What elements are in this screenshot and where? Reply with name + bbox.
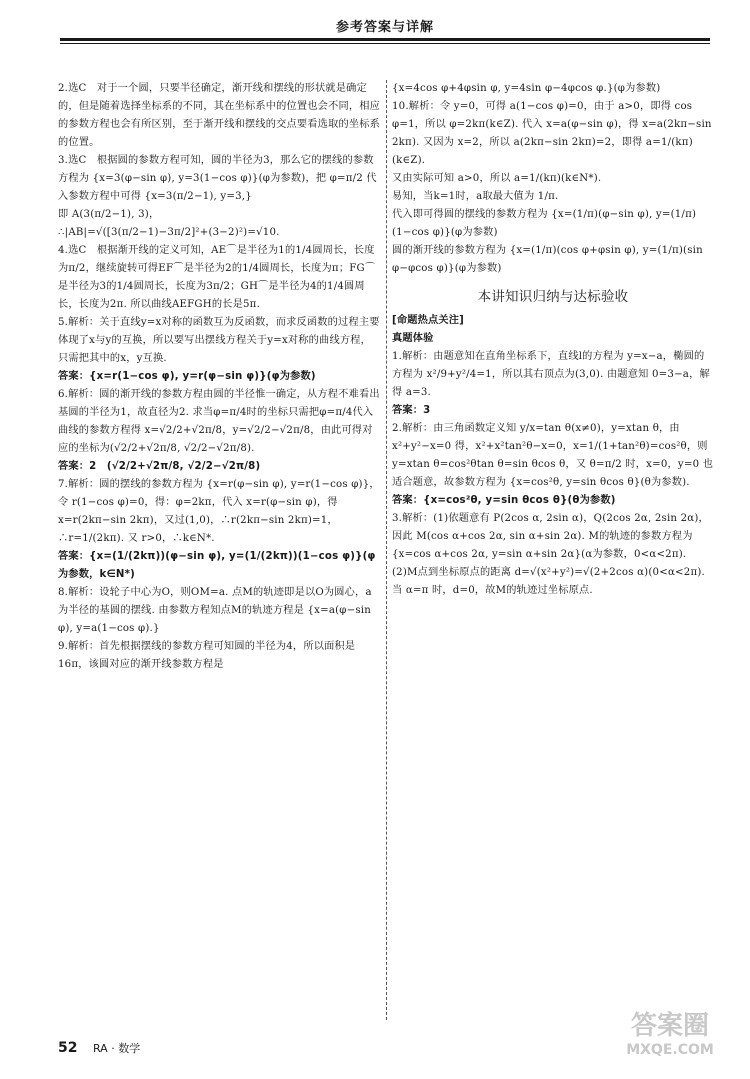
solution-10-max: 易知，当k=1时，a取最大值为 1/π. — [392, 191, 559, 202]
exam-answer-1: 答案：3 — [392, 405, 431, 416]
exam-solution-1: 1.解析：由题意知在直角坐标系下，直线l的方程为 y=x−a，椭圆的方程为 x²/9+y²/4=1，所以其右顶点为(3,0). 由题意知 0=3−a，解得 a=3. — [392, 351, 710, 398]
solution-2: 2.选C 对于一个圆，只要半径确定，渐开线和摆线的形状就是确定的，但是随着选择坐标系的不同，其在坐标系中的位置也会不同，相应的参数方程也会有所区别，至于渐开线和摆线的交点要看选取的坐标系的位置。 — [58, 83, 381, 148]
page-number: 52 — [58, 1040, 78, 1056]
solution-3: 3.选C 根据圆的参数方程可知，圆的半径为3，那么它的摆线的参数方程为 {x=3(φ−sin φ), y=3(1−cos φ)}(φ为参数)，把 φ=π/2 代入参数方程中可得 {x=3(π/2−1), y=3,} — [58, 155, 377, 202]
header-rule-thin — [60, 43, 710, 44]
page-header — [60, 12, 710, 52]
footer-label: RA · 数学 — [92, 1042, 141, 1055]
solution-3-distance: ∴|AB|=√([3(π/2−1)−3π/2]²+(3−2)²)=√10. — [58, 227, 280, 238]
solution-10-cycloid: 代入即可得圆的摆线的参数方程为 {x=(1/π)(φ−sin φ), y=(1/π)(1−cos φ)}(φ为参数) — [392, 209, 697, 238]
watermark-line-1: 答案圈 — [630, 1011, 709, 1041]
answer-6: 答案：2 (√2/2+√2π/8, √2/2−√2π/8) — [58, 461, 261, 472]
header-rule-thick — [60, 38, 710, 41]
solution-6: 6.解析：圆的渐开线的参数方程由圆的半径惟一确定，从方程不难看出基圆的半径为1，故直径为2. 求当φ=π/4时的坐标只需把φ=π/4代入曲线的参数方程得 x=√2/2+√2π/8，y=√2/2−√2π/8，由此可得对应的坐标为(√2/2+√2π/8, √2/2−√2π/8). — [58, 389, 380, 454]
exam-solution-3-part2: (2)M点到坐标原点的距离 d=√(x²+y²)=√(2+2cos α)(0<α<2π). 当 α=π 时，d=0，故M的轨迹过坐标原点. — [392, 567, 709, 596]
watermark-line-2: MXQE.COM — [626, 1042, 714, 1058]
real-exam-label: 真题体验 — [392, 333, 434, 344]
exam-solution-2: 2.解析：由三角函数定义知 y/x=tan θ(x≠0)，y=xtan θ，由 x²+y²−x=0 得，x²+x²tan²θ−x=0，x=1/(1+tan²θ)=cos²θ，则 y=xtan θ=cos²θtan θ=sin θcos θ，又 θ=π/2 时，x=0，y=0 也适合题意，故参数方程为 {x=cos²θ, y=sin θcos θ}(θ为参数). — [392, 423, 714, 488]
solution-10-a: 又由实际可知 a>0，所以 a=1/(kπ)(k∈N*). — [392, 173, 602, 184]
page-footer — [58, 1040, 140, 1056]
exam-answer-2: 答案：{x=cos²θ, y=sin θcos θ}(θ为参数) — [392, 495, 616, 506]
solution-9-equation: {x=4cos φ+4φsin φ, y=4sin φ−4φcos φ.}(φ为参数) — [392, 83, 661, 94]
right-column — [392, 80, 714, 600]
header-title: 参考答案与详解 — [335, 20, 434, 35]
column-divider — [386, 80, 387, 1020]
solution-3-point: 即 A(3(π/2−1), 3)， — [58, 209, 160, 220]
solution-4: 4.选C 根据渐开线的定义可知，AE⌒是半径为1的1/4圆周长，长度为π/2，继续旋转可得EF⌒是半径为2的1/4圆周长，长度为π；FG⌒是半径为3的1/4圆周长，长度为3π/2；GH⌒是半径为4的1/4圆周长，长度为2π. 所以曲线AEFGH的长是5π. — [58, 245, 376, 310]
hot-topics-label: [命题热点关注] — [392, 315, 465, 326]
solution-8: 8.解析：设轮子中心为O，则OM=a. 点M的轨迹即是以O为圆心，a为半径的基圆的摆线. 由参数方程知点M的轨迹方程是 {x=a(φ−sin φ), y=a(1−cos φ).} — [58, 587, 375, 634]
solution-5: 5.解析：关于直线y=x对称的函数互为反函数，而求反函数的过程主要体现了x与y的互换，所以要写出摆线方程关于y=x对称的曲线方程，只需把其中的x，y互换. — [58, 317, 380, 364]
left-column — [58, 80, 380, 674]
answer-5: 答案：{x=r(1−cos φ), y=r(φ−sin φ)}(φ为参数) — [58, 371, 316, 382]
exam-solution-3: 3.解析：(1)依题意有 P(2cos α, 2sin α)，Q(2cos 2α, 2sin 2α)，因此 M(cos α+cos 2α, sin α+sin 2α). M的轨迹的参数方程为 {x=cos α+cos 2α, y=sin α+sin 2α}(α为参数，0<α<2π). — [392, 513, 709, 560]
answer-7: 答案：{x=(1/(2kπ))(φ−sin φ), y=(1/(2kπ))(1−cos φ)}(φ为参数，k∈N*) — [58, 551, 376, 580]
section-title: 本讲知识归纳与达标验收 — [477, 289, 629, 305]
solution-9: 9.解析：首先根据摆线的参数方程可知圆的半径为4，所以面积是16π，该圆对应的渐开线参数方程是 — [58, 641, 356, 670]
solution-7: 7.解析：圆的摆线的参数方程为 {x=r(φ−sin φ), y=r(1−cos φ)}，令 r(1−cos φ)=0，得：φ=2kπ，代入 x=r(φ−sin φ)，得 x=r(2kπ−sin 2kπ)，又过(1,0)，∴r(2kπ−sin 2kπ)=1，∴r=1/(2kπ). 又 r>0，∴k∈N*. — [58, 479, 380, 544]
watermark-logo — [610, 1011, 730, 1065]
solution-10-involute: 圆的渐开线的参数方程为 {x=(1/π)(cos φ+φsin φ), y=(1/π)(sin φ−φcos φ)}(φ为参数) — [392, 245, 707, 274]
solution-10: 10.解析：令 y=0，可得 a(1−cos φ)=0，由于 a>0，即得 cos φ=1，所以 φ=2kπ(k∈Z). 代入 x=a(φ−sin φ)，得 x=a(2kπ−sin 2kπ). 又因为 x=2，所以 a(2kπ−sin 2kπ)=2，即得 a=1/(kπ)(k∈Z). — [392, 101, 716, 166]
